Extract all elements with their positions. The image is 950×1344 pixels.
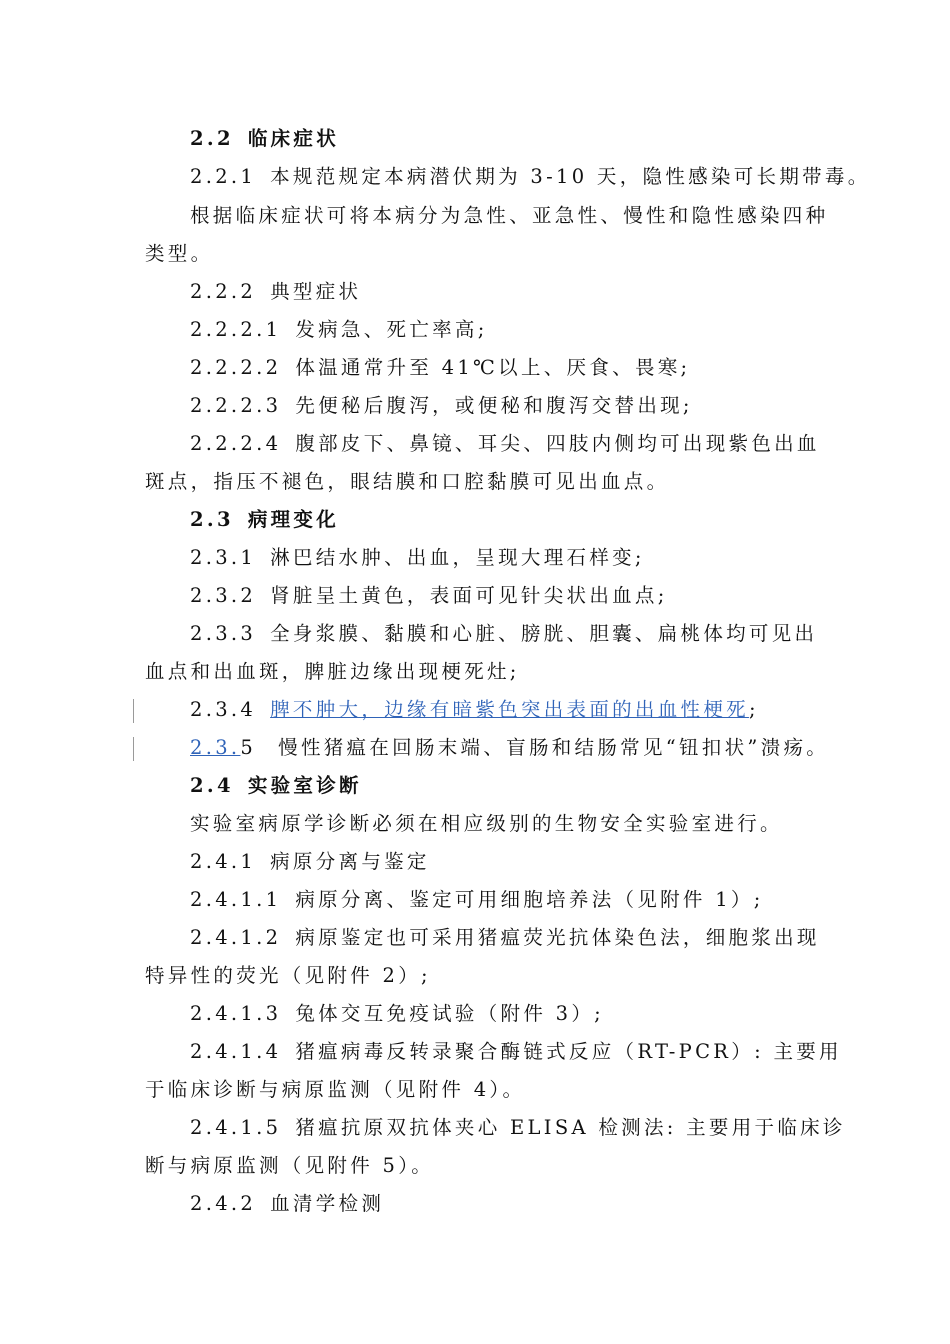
paragraph-2-3-2: 2.3.2 肾脏呈土黄色，表面可见针尖状出血点; <box>190 584 668 607</box>
paragraph-line: 断与病原监测（见附件 5）。 <box>145 1154 435 1177</box>
revision-mark <box>133 699 134 723</box>
paragraph-2-4-2: 2.4.2 血清学检测 <box>190 1192 385 1215</box>
paragraph-2-2-2-2: 2.2.2.2 体温通常升至 41℃以上、厌食、畏寒; <box>190 356 691 379</box>
paragraph-2-3-1: 2.3.1 淋巴结水肿、出血，呈现大理石样变; <box>190 546 645 569</box>
paragraph-line: 血点和出血斑，脾脏边缘出现梗死灶; <box>145 660 520 683</box>
paragraph-2-4-1-4: 2.4.1.4 猪瘟病毒反转录聚合酶链式反应（RT-PCR）: 主要用 <box>190 1040 842 1063</box>
heading-2-4: 2.4 实验室诊断 <box>190 774 362 797</box>
paragraph-2-3-3: 2.3.3 全身浆膜、黏膜和心脏、膀胱、胆囊、扁桃体均可见出 <box>190 622 818 645</box>
paragraph-2-2-1: 2.2.1 本规范规定本病潜伏期为 3-10 天，隐性感染可长期带毒。 <box>190 165 871 188</box>
paragraph-line: 特异性的荧光（见附件 2）; <box>145 964 431 987</box>
tracked-change-link[interactable]: 脾不肿大，边缘有暗紫色突出表面的出血性梗死 <box>270 698 749 721</box>
paragraph-2-3-4: 2.3.4 脾不肿大，边缘有暗紫色突出表面的出血性梗死; <box>190 698 759 721</box>
paragraph-2-4-1-1: 2.4.1.1 病原分离、鉴定可用细胞培养法（见附件 1）; <box>190 888 764 911</box>
paragraph-2-3-5: 2.3.5 慢性猪瘟在回肠末端、盲肠和结肠常见“钮扣状”溃疡。 <box>190 736 830 759</box>
heading-2-3: 2.3 病理变化 <box>190 508 340 531</box>
tracked-change-link[interactable] <box>256 737 278 757</box>
paragraph-line: 实验室病原学诊断必须在相应级别的生物安全实验室进行。 <box>190 812 783 835</box>
paragraph-line: 根据临床症状可将本病分为急性、亚急性、慢性和隐性感染四种 <box>190 204 829 227</box>
paragraph-2-2-2-3: 2.2.2.3 先便秘后腹泻，或便秘和腹泻交替出现; <box>190 394 693 417</box>
heading-2-2: 2.2 临床症状 <box>190 127 340 150</box>
paragraph-2-2-2: 2.2.2 典型症状 <box>190 280 362 303</box>
paragraph-line: 于临床诊断与病原监测（见附件 4）。 <box>145 1078 526 1101</box>
tracked-change-link[interactable]: 2.3. <box>190 736 241 759</box>
paragraph-line: 类型。 <box>145 242 214 265</box>
paragraph-2-4-1-2: 2.4.1.2 病原鉴定也可采用猪瘟荧光抗体染色法，细胞浆出现 <box>190 926 820 949</box>
revision-mark <box>133 737 134 761</box>
paragraph-2-4-1-3: 2.4.1.3 兔体交互免疫试验（附件 3）; <box>190 1002 605 1025</box>
paragraph-2-4-1-5: 2.4.1.5 猪瘟抗原双抗体夹心 ELISA 检测法: 主要用于临床诊 <box>190 1116 846 1139</box>
paragraph-2-4-1: 2.4.1 病原分离与鉴定 <box>190 850 430 873</box>
paragraph-line: 斑点，指压不褪色，眼结膜和口腔黏膜可见出血点。 <box>145 470 670 493</box>
paragraph-2-2-2-4: 2.2.2.4 腹部皮下、鼻镜、耳尖、四肢内侧均可出现紫色出血 <box>190 432 820 455</box>
paragraph-2-2-2-1: 2.2.2.1 发病急、死亡率高; <box>190 318 488 341</box>
